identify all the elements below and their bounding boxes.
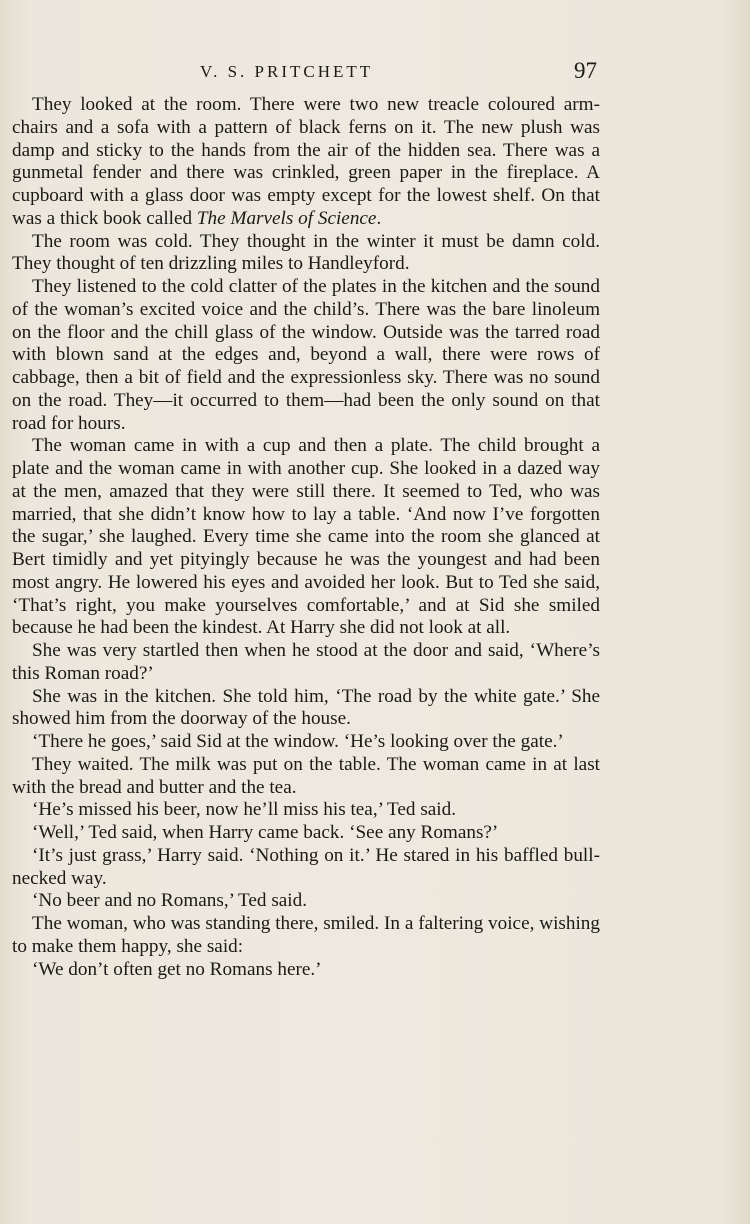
paragraph: The woman came in with a cup and then a plate. The child brought a plate and the woman came in with another cup. She looked in a dazed way at the men, amazed that they were still there. It seemed to Ted, who was married, that she didn’t know how to lay a table. ‘And now I’ve forgotten the sugar,’ she laughed. Every time she came into the room she glanced at Bert timidly and yet pityingly because he was the youngest and had been most angry. He lowered his eyes and avoided her look. But to Ted she said, ‘That’s right, you make yourselves comfortable,’ and at Sid she smiled because he had been the kindest. At Harry she did not look at all. <box>12 435 600 639</box>
paragraph: She was in the kitchen. She told him, ‘The road by the white gate.’ She showed him from the doorway of the house. <box>12 685 600 730</box>
paragraph: They listened to the cold clatter of the plates in the kitchen and the sound of the woman’s excited voice and the child’s. There was the bare linoleum on the floor and the chill glass of the window. Outside was the tarred road with blown sand at the edges and, beyond a wall, there were rows of cabbage, then a bit of field and the expressionless sky. There was no sound on the road. They—it occurred to them—had been the only sound on that road for hours. <box>12 276 600 434</box>
paragraph: ‘No beer and no Romans,’ Ted said. <box>32 890 308 912</box>
paragraph: ‘It’s just grass,’ Harry said. ‘Nothing on it.’ He stared in his baffled bull-necked way. <box>12 844 600 889</box>
paragraph: ‘There he goes,’ said Sid at the window. ‘He’s looking over the gate.’ <box>32 731 564 752</box>
paragraph: ‘We don’t often get no Romans here.’ <box>32 958 322 980</box>
paragraph: ‘He’s missed his beer, now he’ll miss his tea,’ Ted said. <box>32 799 457 821</box>
body-text <box>12 94 600 981</box>
author-name: V. S. PRITCHETT <box>200 62 374 81</box>
paragraph: The room was cold. They thought in the winter it must be damn cold. They thought of ten drizzling miles to Handleyford. <box>12 230 600 275</box>
paragraph: ‘Well,’ Ted said, when Harry came back. ‘See any Romans?’ <box>32 822 499 843</box>
page-number: 97 <box>574 58 597 83</box>
paragraph: The woman, who was standing there, smiled. In a faltering voice, wishing to make them happy, she said: <box>12 913 600 957</box>
paragraph: They looked at the room. There were two new treacle coloured arm-chairs and a sofa with a pattern of black ferns on it. The new plush was damp and sticky to the hands from the air of the hidden sea. There was a gunmetal fender and there was crinkled, green paper in the fireplace. A cupboard with a glass door was empty except for the lowest shelf. On that was a thick book called The Marvels of Science. <box>12 94 600 229</box>
paragraph: She was very startled then when he stood at the door and said, ‘Where’s this Roman road?’ <box>12 640 600 684</box>
running-head <box>0 58 750 88</box>
paragraph: They waited. The milk was put on the table. The woman came in at last with the bread and butter and the tea. <box>12 753 600 798</box>
